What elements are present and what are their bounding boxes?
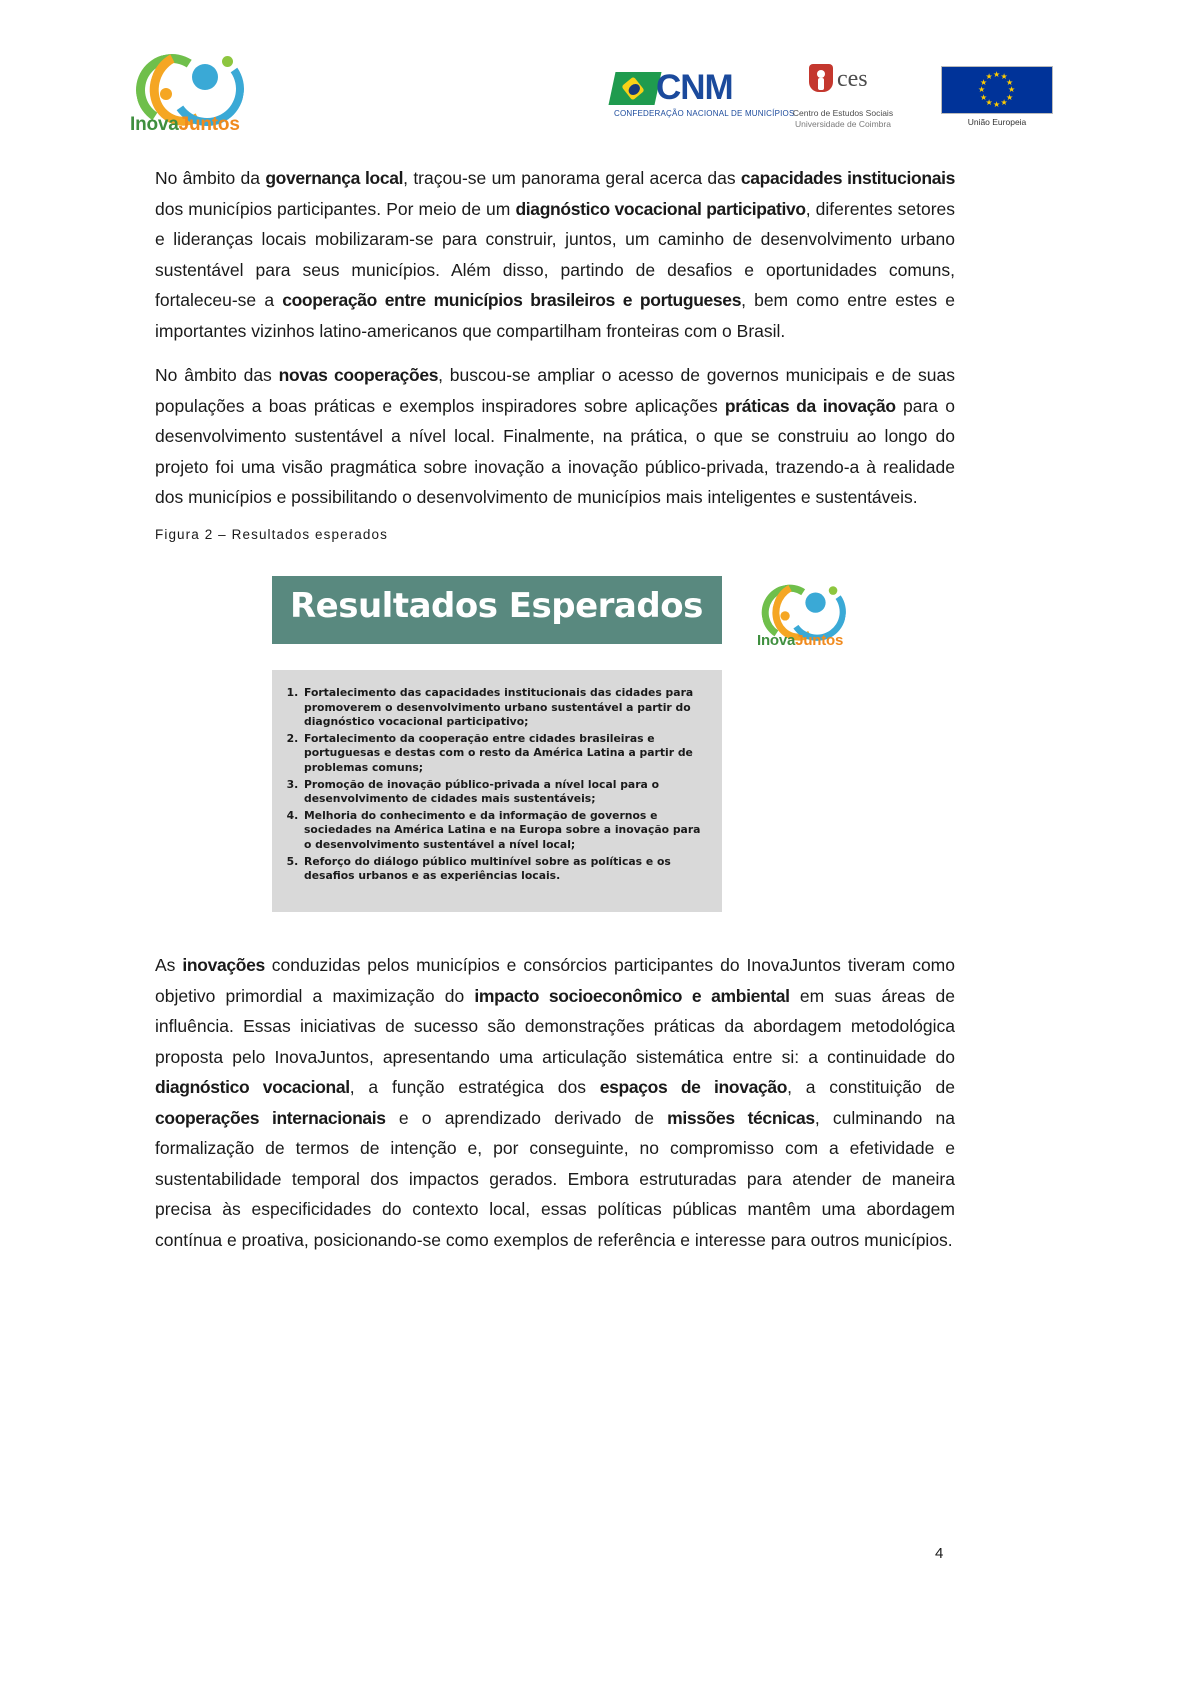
logo-text-inova: Inova (130, 114, 179, 135)
logo-text-juntos: Juntos (178, 114, 240, 135)
ces-logo (778, 64, 908, 134)
figure-logo-dot-green (829, 586, 838, 595)
figure-logo-dot-orange (780, 611, 789, 620)
eu-logo-caption: União Europeia (967, 117, 1027, 127)
page-header (0, 40, 1191, 140)
figure-resultados-esperados (272, 576, 872, 922)
p3-bold1: inovações (182, 955, 265, 975)
ces-logo-icon (793, 64, 893, 100)
p1-seg4: , diferentes setores e lideranças locais mobilizaram-se para construir, juntos, um caminho de desenvolvimento urbano sustentável para seus municípios. Além disso, partindo de desafios e oportunidades comuns, fortaleceu-se a (155, 198, 955, 310)
figure-title: Resultados Esperados (290, 586, 703, 626)
p1-seg3: dos municípios participantes. Por meio de um (155, 198, 516, 219)
p2-bold2: práticas da inovação (724, 395, 896, 416)
figure-list-item: 5. Reforço do diálogo público multinível sobre as políticas e os desafios urbanos e as experiências locais. (302, 855, 708, 884)
p1-bold3: diagnóstico vocacional participativo (515, 198, 806, 219)
cnm-logo (612, 68, 795, 130)
document-body (155, 163, 955, 542)
p2-seg1: No âmbito das (155, 365, 279, 385)
figure-logo-dot-blue (805, 592, 825, 612)
eu-star-icon: ★ (993, 100, 1001, 109)
p1-seg2: , traçou-se um panorama geral acerca das (403, 168, 741, 188)
eu-star-icon: ★ (1005, 92, 1014, 102)
p3-bold6: missões técnicas (667, 1107, 815, 1128)
logo-dot-orange (160, 88, 172, 100)
figure-list-item: 3. Promoção de inovação público-privada a nível local para o desenvolvimento de cidades mais sustentáveis; (302, 778, 708, 807)
p3-seg5: , a constituição de (787, 1077, 955, 1097)
eu-flag-icon (941, 66, 1053, 114)
eu-star-icon: ★ (985, 97, 993, 107)
p3-bold2: impacto socioeconômico e ambiental (474, 985, 790, 1006)
p3-bold3: diagnóstico vocacional (155, 1077, 350, 1097)
eu-star-icon: ★ (980, 92, 988, 102)
p3-seg4: , a função estratégica dos (349, 1077, 600, 1097)
p3-seg1: As (155, 955, 183, 975)
p3-seg3: em suas áreas de influência. Essas iniciativas de sucesso são demonstrações práticas da abordagem metodológica proposta pelo InovaJuntos, apresentando uma articulação sistemática entre si: a continuidade do (155, 985, 955, 1067)
eu-star-icon: ★ (1000, 97, 1008, 107)
eu-star-icon: ★ (1000, 72, 1008, 81)
paragraph-novas-cooperacoes (155, 360, 955, 513)
ces-logo-word: ces (837, 66, 868, 92)
figure-inovajuntos-logo (757, 580, 872, 650)
p3-seg2: conduzidas pelos municípios e consórcios participantes do InovaJuntos tiveram como objetivo primordial a maximização do (155, 955, 955, 1006)
eu-star-icon: ★ (985, 72, 993, 81)
ces-shield-icon (809, 64, 833, 92)
ces-logo-line2: Universidade de Coimbra (795, 119, 891, 129)
figure-list-item: 4. Melhoria do conhecimento e da informação de governos e sociedades na América Latina e na Europa sobre a inovação para o desenvolvimento sustentável a nível local; (302, 809, 708, 853)
ces-logo-line1: Centro de Estudos Sociais (792, 108, 894, 118)
cnm-logo-word: CNM (656, 68, 733, 107)
eu-star-icon: ★ (993, 70, 1001, 79)
figure-title-bar (272, 576, 722, 644)
p1-bold1: governança local (265, 168, 404, 188)
eu-star-icon: ★ (1005, 77, 1014, 87)
inovajuntos-logo-icon (130, 48, 248, 114)
p3-seg6: e o aprendizado derivado de (385, 1107, 668, 1128)
eu-star-icon: ★ (978, 85, 986, 94)
figure-results-list (272, 670, 722, 912)
figure-caption: Figura 2 – Resultados esperados (155, 526, 388, 542)
european-union-logo (938, 66, 1056, 130)
paragraph-inovacoes (155, 950, 955, 1255)
logo-dot-blue (192, 64, 218, 90)
inovajuntos-logo-text (130, 114, 240, 136)
p1-seg1: No âmbito da (155, 168, 266, 188)
figure-list-item: 2. Fortalecimento da cooperação entre cidades brasileiras e portuguesas e destas com o resto da América Latina a partir de problemas comuns; (302, 732, 708, 776)
logo-dot-green (222, 56, 233, 67)
p2-bold1: novas cooperações (278, 365, 439, 385)
p2-seg2: , buscou-se ampliar o acesso de governos municipais e de suas populações a boas práticas e exemplos inspiradores sobre aplicações (155, 365, 955, 416)
cnm-logo-subtitle: CONFEDERAÇÃO NACIONAL DE MUNICÍPIOS (614, 109, 795, 118)
figure-logo-text-juntos: Juntos (795, 632, 844, 649)
p1-bold2: capacidades institucionais (740, 168, 955, 188)
figure-logo-text (757, 632, 843, 649)
eu-star-icon: ★ (980, 77, 988, 87)
document-body-continued (155, 950, 955, 1269)
inovajuntos-logo (130, 48, 255, 143)
eu-star-icon: ★ (1008, 85, 1016, 94)
figure-logo-text-inova: Inova (757, 632, 796, 649)
figure-logo-icon (757, 580, 849, 631)
paragraph-governanca-local (155, 163, 955, 346)
page-number: 4 (935, 1545, 944, 1562)
figure-list-item: 1. Fortalecimento das capacidades institucionais das cidades para promoverem o desenvolvimento urbano sustentável a partir do diagnóstico vocacional participativo; (302, 686, 708, 730)
p1-bold4: cooperação entre municípios brasileiros e portugueses (282, 290, 742, 310)
p3-bold5: cooperações internacionais (155, 1107, 386, 1128)
p3-bold4: espaços de inovação (599, 1077, 788, 1097)
p2-seg3: para o desenvolvimento sustentável a nível local. Finalmente, na prática, o que se construiu ao longo do projeto foi uma visão pragmática sobre inovação a inovação público-privada, trazendo-a à realidade dos municípios e possibilitando o desenvolvimento de municípios mais inteligentes e sustentáveis. (155, 395, 955, 507)
p1-seg5: , bem como entre estes e importantes vizinhos latino-americanos que compartilham fronteiras com o Brasil. (155, 290, 955, 341)
brazil-flag-icon (608, 72, 661, 105)
p3-seg7: , culminando na formalização de termos de intenção e, por conseguinte, no compromisso com a efetividade e sustentabilidade temporal dos impactos gerados. Embora estruturadas para atender de maneira precisa às especificidades do contexto local, essas políticas públicas mantêm uma abordagem contínua e proativa, posicionando-se como exemplos de referência e interesse para outros municípios. (155, 1107, 956, 1250)
